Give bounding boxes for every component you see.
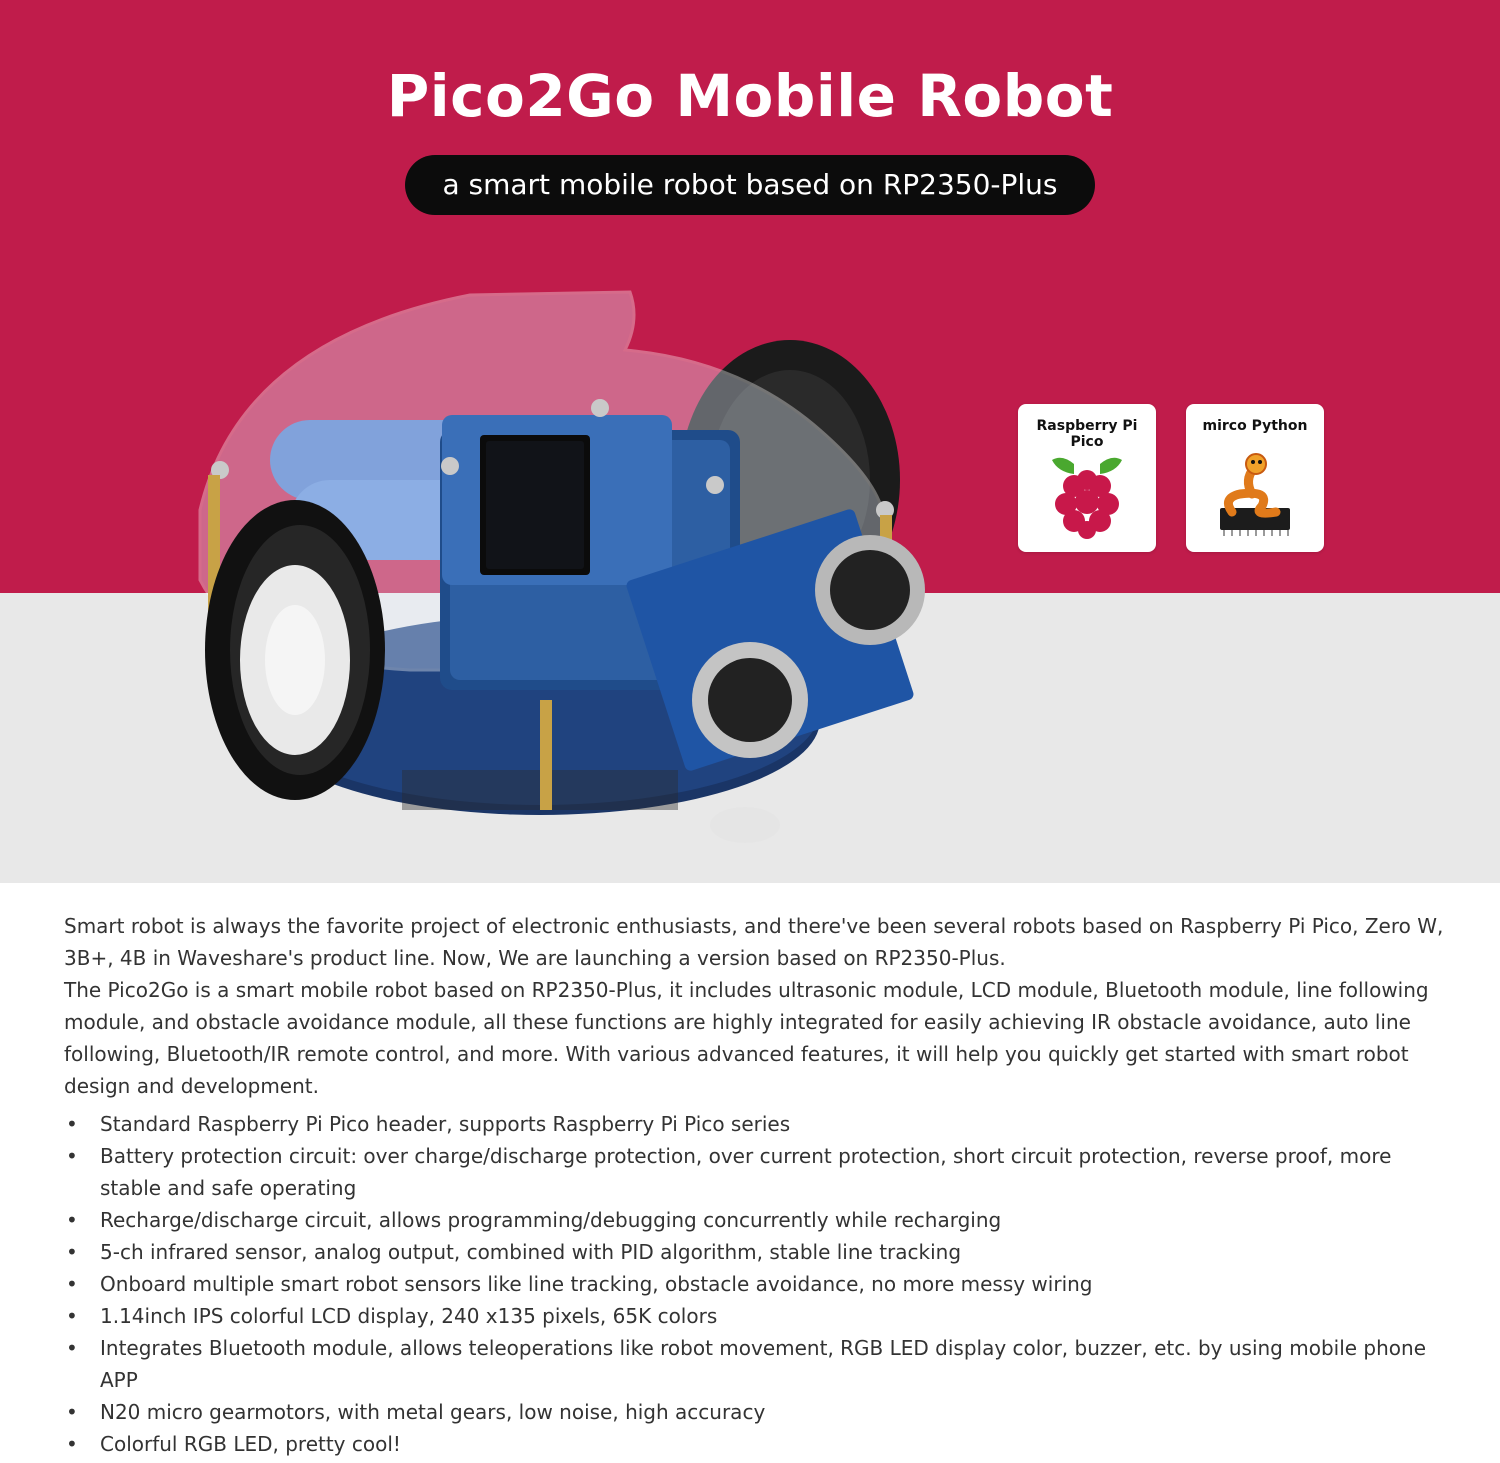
description-paragraph: Smart robot is always the favorite project of electronic enthusiasts, and there've been several robots based on Raspberry Pi Pico, Zero W, 3B+, 4B in Waveshare's product line. Now, We are launching a version based on RP2350-Plus. bbox=[64, 914, 1444, 970]
list-item: • 5-ch infrared sensor, analog output, combined with PID algorithm, stable line tracking bbox=[64, 1236, 1454, 1268]
robot-product-image bbox=[180, 280, 960, 850]
list-item: • Recharge/discharge circuit, allows programming/debugging concurrently while recharging bbox=[64, 1204, 1454, 1236]
list-item: • Battery protection circuit: over charge/discharge protection, over current protection, short circuit protection, reverse proof, more stable and safe operating bbox=[64, 1140, 1454, 1204]
badge-label: mirco Python bbox=[1202, 418, 1308, 434]
description-paragraph: The Pico2Go is a smart mobile robot based on RP2350-Plus, it includes ultrasonic module, LCD module, Bluetooth module, line following module, and obstacle avoidance module, all these functions are highly integrated for easily achieving IR obstacle avoidance, auto line following, Bluetooth/IR remote control, and more. With various advanced features, it will help you quickly get started with smart robot design and development. bbox=[64, 978, 1429, 1098]
badge-micropython bbox=[1186, 404, 1324, 552]
list-item: • Standard Raspberry Pi Pico header, supports Raspberry Pi Pico series bbox=[64, 1108, 1454, 1140]
list-item: • 1.14inch IPS colorful LCD display, 240 x135 pixels, 65K colors bbox=[64, 1300, 1454, 1332]
list-item: • N20 micro gearmotors, with metal gears, low noise, high accuracy bbox=[64, 1396, 1454, 1428]
micropython-snake-chip-icon bbox=[1212, 450, 1298, 540]
list-item: • Integrates Bluetooth module, allows teleoperations like robot movement, RGB LED display color, buzzer, etc. by using mobile phone APP bbox=[64, 1332, 1454, 1396]
product-description bbox=[64, 910, 1454, 1460]
page-title: Pico2Go Mobile Robot bbox=[386, 62, 1114, 130]
feature-list bbox=[64, 1108, 1454, 1460]
subtitle-pill: a smart mobile robot based on RP2350-Plus bbox=[405, 155, 1095, 215]
raspberry-pi-logo-icon bbox=[1044, 450, 1130, 540]
badge-label: Raspberry Pi Pico bbox=[1036, 418, 1138, 450]
badge-raspberry-pi-pico bbox=[1018, 404, 1156, 552]
list-item: • Colorful RGB LED, pretty cool! bbox=[64, 1428, 1454, 1460]
list-item: • Onboard multiple smart robot sensors like line tracking, obstacle avoidance, no more messy wiring bbox=[64, 1268, 1454, 1300]
